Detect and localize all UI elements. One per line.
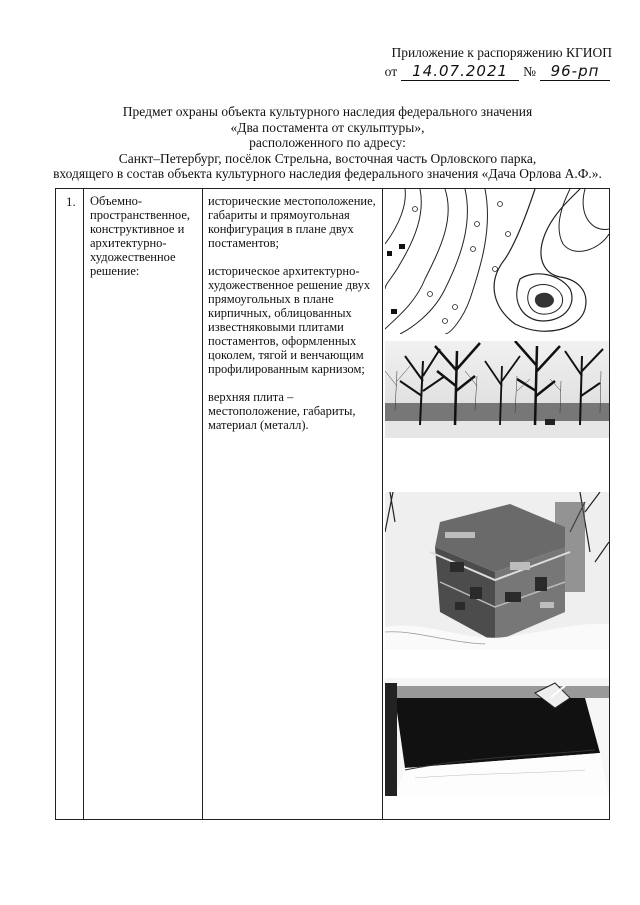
from-prefix: от [384, 64, 398, 79]
pedestal-detail-photo [385, 678, 609, 796]
site-plan-map [385, 189, 609, 334]
number-prefix: № [523, 64, 536, 79]
table-divider [202, 189, 203, 819]
description-cell [208, 194, 376, 446]
table-divider [83, 189, 84, 819]
title-line-2: «Два постамента от скульптуры», [230, 119, 425, 135]
title-line-5: входящего в состав объекта культурного наследия федерального значения «Дача Орлова А.Ф.». [53, 166, 602, 181]
description-paragraph: верхняя плита – местоположение, габариты, материал (металл). [208, 390, 356, 432]
description-paragraph: исторические местоположение, габариты и прямоугольная конфигурация в плане двух постаментов; [208, 194, 376, 250]
row-number: 1. [66, 194, 76, 209]
protection-table [55, 188, 610, 820]
description-paragraph: историческое архитектурно-художественное решение двух прямоугольных в плане кирпичных, облицованных известняковыми плитами постаментов, оформленных цоколем, тягой и венчающим профилированным карнизом; [208, 264, 371, 376]
document-title [40, 104, 615, 182]
title-line-4: Санкт–Петербург, посёлок Стрельна, восточная часть Орловского парка, [118, 150, 537, 166]
title-line-1: Предмет охраны объекта культурного наследия федерального значения [122, 104, 533, 119]
pedestal-photo [385, 492, 609, 650]
category-cell: Объемно-пространственное, конструктивное и архитектурно-художественное решение: [90, 194, 190, 278]
appendix-caption: Приложение к распоряжению КГИОП [391, 45, 612, 60]
trees-winter-photo [385, 341, 609, 438]
table-divider [382, 189, 383, 819]
handwritten-number: 96-рп [540, 62, 610, 81]
order-reference [385, 62, 610, 81]
title-line-3: расположенного по адресу: [249, 135, 406, 150]
handwritten-date: 14.07.2021 [401, 62, 519, 81]
